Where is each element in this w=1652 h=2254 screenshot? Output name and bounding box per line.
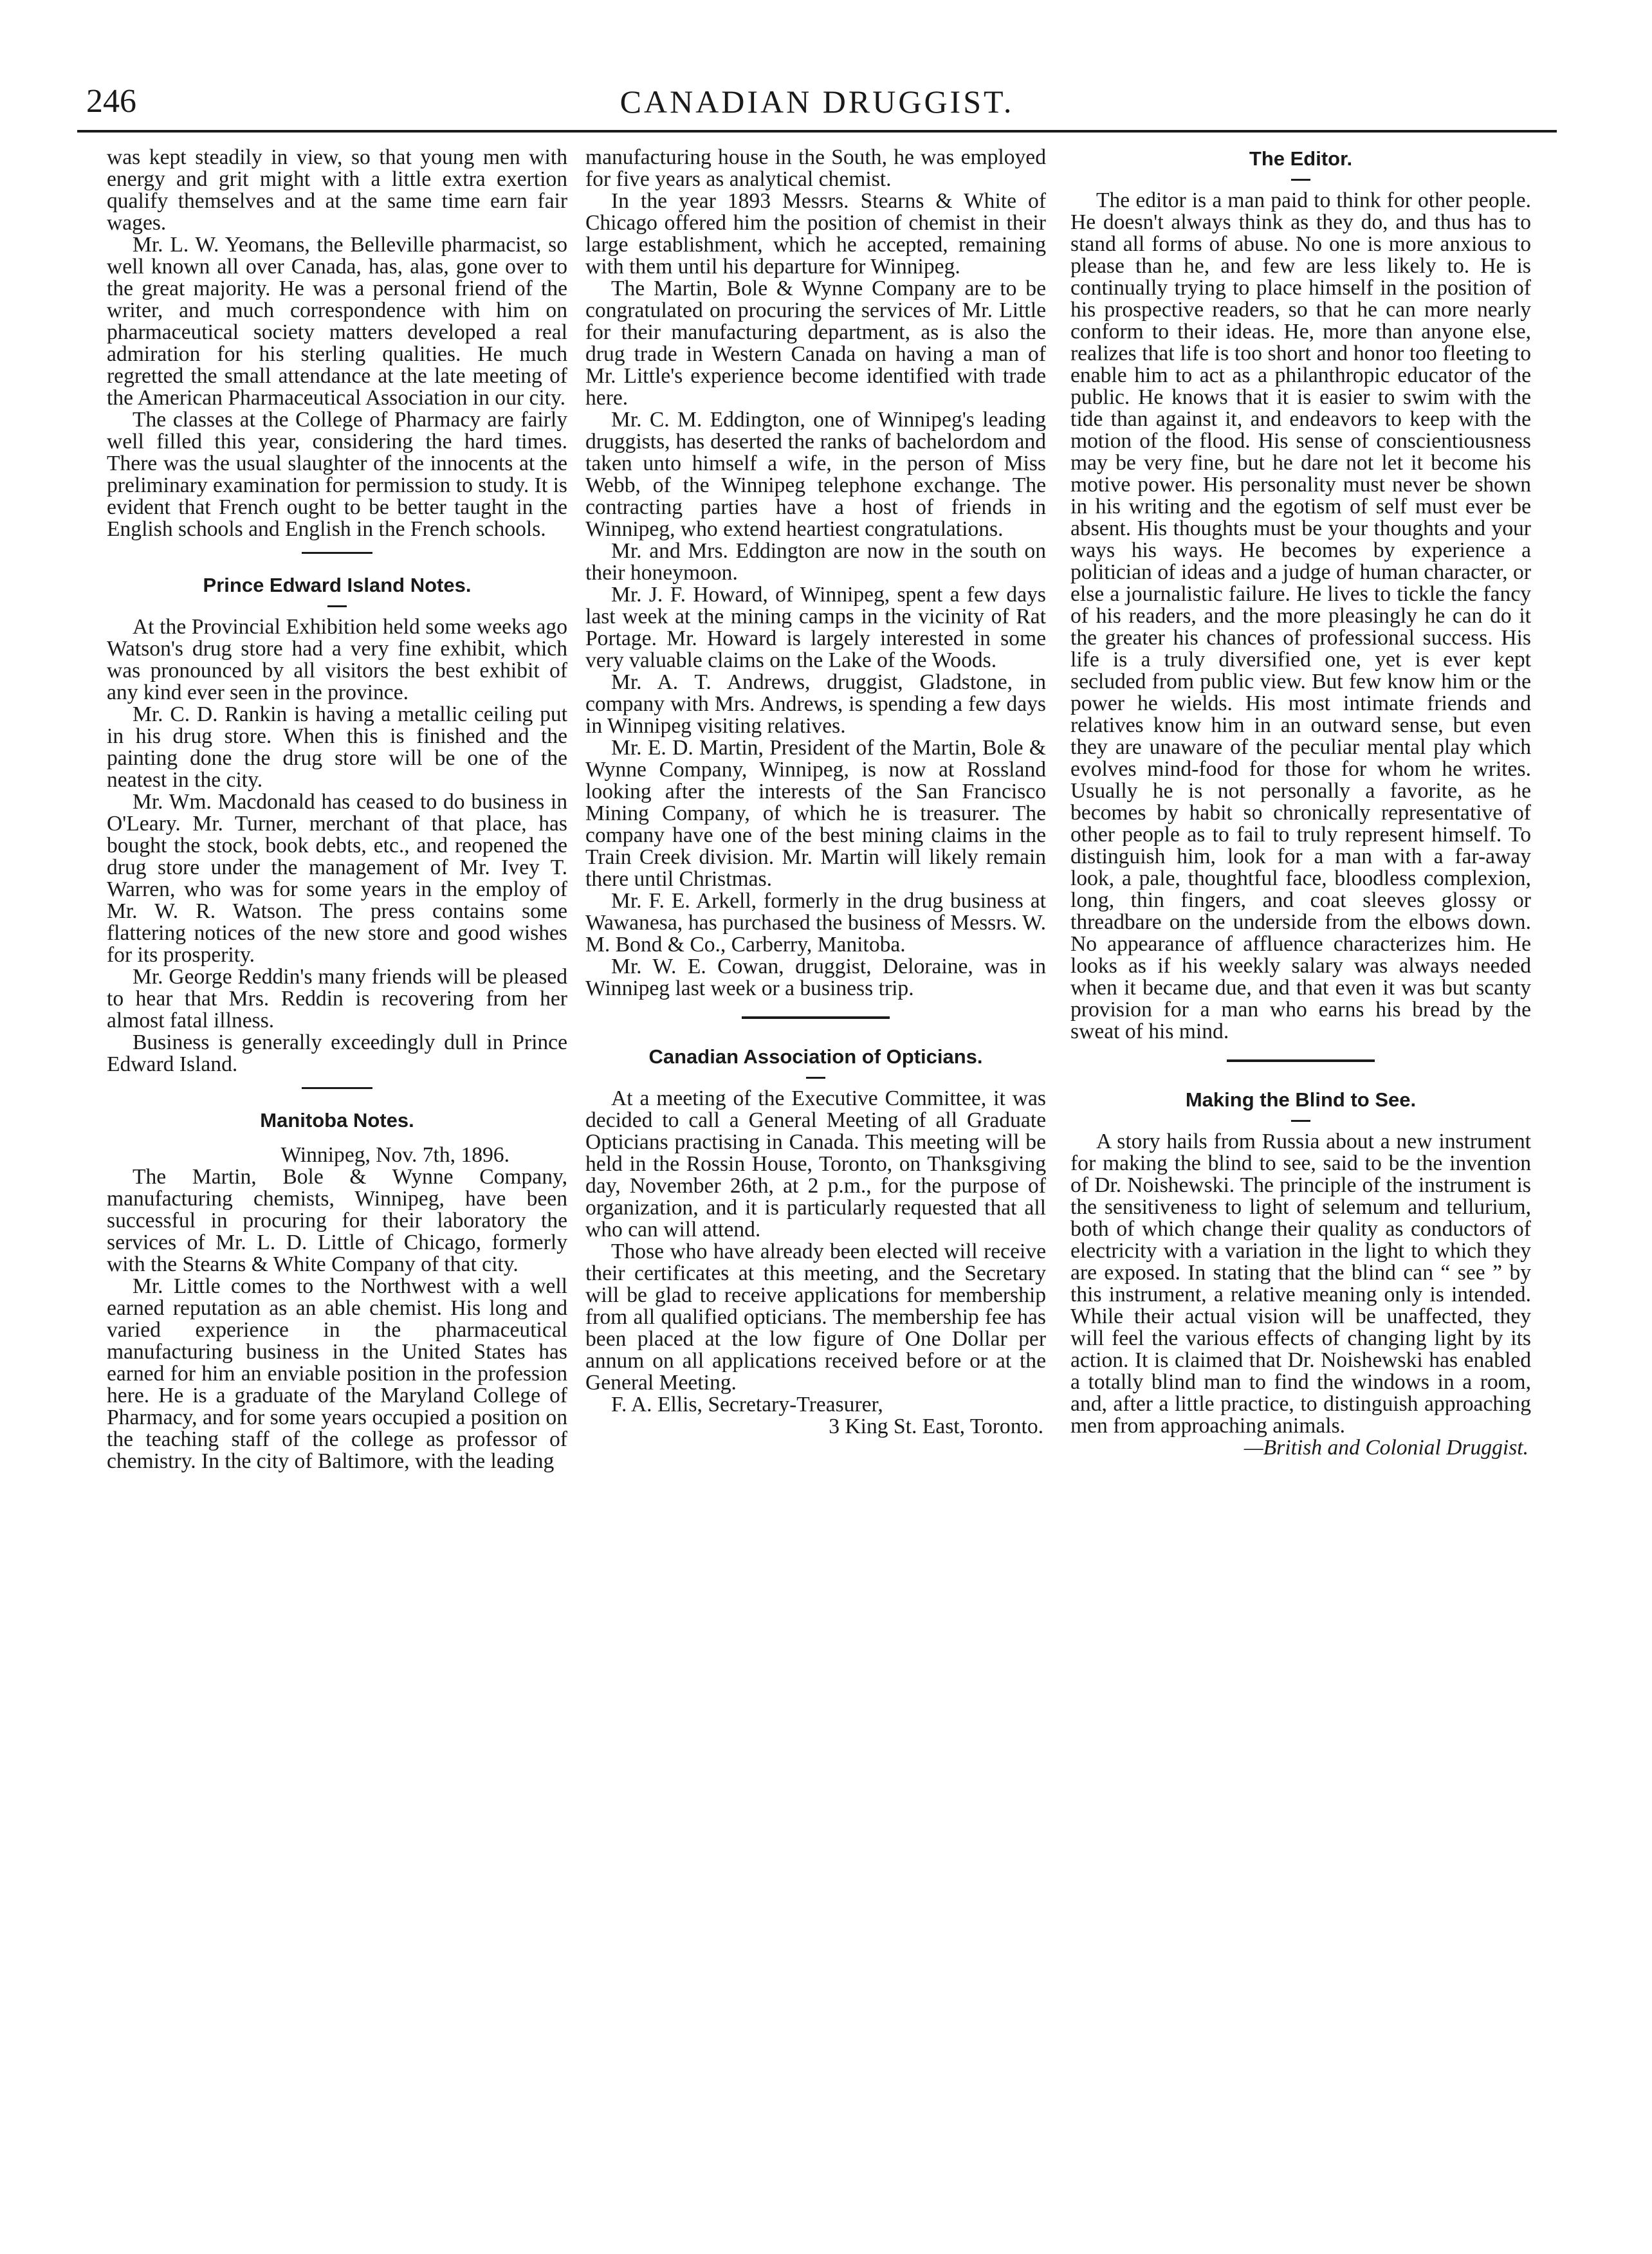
opticians-heading: Canadian Association of Opticians. [648, 1045, 983, 1068]
editor-paragraph: The editor is a man paid to think for other people. He doesn't always think as they do, and thus has to stand all forms of abuse. No one is more anxious to please than he, and few are less likely to. He is continually trying to place himself in the position of his prospective readers, so that he can more nearly conform to their ideas. He, more than anyone else, realizes that life is too short and honor too fleeting to enable him to act as a philanthropic educator of the public. He knows that it is easier to swim with the tide than against it, and endeavors to keep with the motion of the flood. His sense of conscientiousness may be very fine, but he dare not let it become his motive power. His personality must never be shown in his writing and the egotism of self must ever be absent. His thoughts must be your thoughts and your ways his ways. He becomes by experience a politician of ideas and a judge of human character, or else a journalistic failure. He lives to tickle the fancy of his readers, and the more pleasingly he can do it the greater his chances of professional success. His life is a truly diversified one, yet is ever kept secluded from public view. But few know him or the power he wields. His most intimate friends and relatives know him in an outward sense, but even they are unaware of the peculiar mental play which evolves mind-food for those for whom he writes. Usually he is not personally a favorite, as he becomes by habit so chronically representative of other people as to fail to truly represent himself. To distinguish him, look for a man with a far-away look, a pale, thoughtful face, bloodless complexion, long, thin fingers, and coat sleeves glossy or threadbare on the underside from the elbows down. No appearance of affluence characterizes him. He looks as if his weekly salary was always needed when it became due, and that even it was but scanty provision for a man who earns his bread by the sweat of his mind. [1070, 188, 1531, 1043]
heading-dash [1291, 1120, 1310, 1122]
manitoba-dateline: Winnipeg, Nov. 7th, 1896. [280, 1143, 509, 1167]
heading-dash [327, 605, 347, 607]
section-divider [742, 1016, 890, 1019]
manitoba-paragraph: Mr. W. E. Cowan, druggist, Deloraine, was in Winnipeg last week or a business trip. [585, 955, 1046, 1000]
section-divider [1227, 1059, 1375, 1062]
journal-title: CANADIAN DRUGGIST. [620, 84, 1014, 120]
pei-paragraph: Business is generally exceedingly dull in Prince Edward Island. [107, 1031, 567, 1076]
opticians-address: 3 King St. East, Toronto. [829, 1415, 1043, 1438]
section-divider [302, 1087, 372, 1089]
page-number: 246 [86, 83, 136, 120]
header-rule [77, 130, 1557, 133]
manitoba-paragraph: Mr. A. T. Andrews, druggist, Gladstone, in company with Mrs. Andrews, is spending a few days in Winnipeg visiting relatives. [585, 670, 1046, 738]
heading-dash [1291, 179, 1310, 181]
column-right [1070, 147, 1531, 2205]
section-divider [302, 552, 372, 554]
editor-heading: The Editor. [1249, 147, 1353, 170]
continuation-paragraph: manufacturing house in the South, he was employed for five years as analytical chemist. [585, 147, 1046, 191]
pei-paragraph: Mr. George Reddin's many friends will be pleased to hear that Mrs. Reddin is recovering from her almost fatal illness. [107, 965, 567, 1032]
opticians-paragraph: Those who have already been elected will receive their certificates at this meeting, and the Secretary will be glad to receive applications for membership from all qualified opticians. The membership fee has been placed at the low figure of One Dollar per annum on all applications received before or at the General Meeting. [585, 1240, 1046, 1395]
pei-heading: Prince Edward Island Notes. [203, 574, 472, 596]
blind-paragraph: A story hails from Russia about a new instrument for making the blind to see, said to be the invention of Dr. Noishewski. The principle of the instrument is the sensitiveness to light of selemum and tellurium, both of which change their quality as conductors of electricity with a variation in the light to which they are exposed. In stating that the blind can “ see ” by this instrument, a relative meaning only is intended. While their actual vision will be unaffected, they will feel the various effects of changing light by its action. It is claimed that Dr. Noishewski has enabled a totally blind man to find the windows in a room, and, after a little practice, to distinguish approaching men from approaching animals. [1070, 1130, 1531, 1438]
pei-paragraph: At the Provincial Exhibition held some weeks ago Watson's drug store had a very fine exhibit, which was pronounced by all visitors the best exhibit of any kind ever seen in the province. [107, 615, 567, 704]
manitoba-paragraph: The Martin, Bole & Wynne Company are to be congratulated on procuring the services of Mr. Little for their manufacturing department, as is also the drug trade in Western Canada on having a man of Mr. Little's experience become identified with trade here. [585, 277, 1046, 410]
college-paragraph: The classes at the College of Pharmacy are fairly well filled this year, considering the hard times. There was the usual slaughter of the innocents at the preliminary examination for permission to study. It is evident that French ought to be better taught in the English schools and English in the French schools. [107, 408, 567, 541]
intro-paragraph: was kept steadily in view, so that young men with energy and grit might with a little extra exertion qualify themselves and at the same time earn fair wages. [107, 147, 567, 235]
column-left [107, 147, 567, 2205]
blind-heading: Making the Blind to See. [1185, 1088, 1417, 1111]
manitoba-heading: Manitoba Notes. [260, 1109, 414, 1132]
manitoba-paragraph: In the year 1893 Messrs. Stearns & White of Chicago offered him the position of chemist in their large establishment, which he accepted, remaining with them until his departure for Winnipeg. [585, 189, 1046, 279]
opticians-signature: F. A. Ellis, Secretary-Treasurer, [611, 1393, 883, 1416]
page-header [77, 82, 1557, 121]
heading-dash [806, 1077, 825, 1079]
blind-credit: —British and Colonial Druggist. [1244, 1436, 1528, 1460]
opticians-paragraph: At a meeting of the Executive Committee, it was decided to call a General Meeting of all Graduate Opticians practising in Canada. This meeting will be held in the Rossin House, Toronto, on Thanksgiving day, November 26th, at 2 p.m., for the purpose of organization, and it is particularly requested that all who can will attend. [585, 1086, 1046, 1242]
manitoba-paragraph: The Martin, Bole & Wynne Company, manufacturing chemists, Winnipeg, have been successful in procuring for their laboratory the services of Mr. L. D. Little of Chicago, formerly with the Stearns & White Company of that city. [107, 1165, 567, 1276]
manitoba-paragraph: Mr. C. M. Eddington, one of Winnipeg's leading druggists, has deserted the ranks of bachelordom and taken unto himself a wife, in the person of Miss Webb, of the Winnipeg telephone exchange. The contracting parties have a host of friends in Winnipeg, who extend heartiest congratulations. [585, 408, 1046, 541]
manitoba-paragraph: Mr. Little comes to the Northwest with a well earned reputation as an able chemist. His long and varied experience in the pharmaceutical manufacturing business in the United States has earned for him an enviable position in the profession here. He is a graduate of the Maryland College of Pharmacy, and for some years occupied a position on the teaching staff of the college as professor of chemistry. In the city of Baltimore, with the leading [107, 1274, 567, 1473]
manitoba-paragraph: Mr. E. D. Martin, President of the Martin, Bole & Wynne Company, Winnipeg, is now at Rossland looking after the interests of the San Francisco Mining Company, of which he is treasurer. The company have one of the best mining claims in the Train Creek division. Mr. Martin will likely remain there until Christmas. [585, 736, 1046, 891]
pei-paragraph: Mr. Wm. Macdonald has ceased to do business in O'Leary. Mr. Turner, merchant of that place, has bought the stock, book debts, etc., and reopened the drug store under the management of Mr. Ivey T. Warren, who was for some years in the employ of Mr. W. R. Watson. The press contains some flattering notices of the new store and good wishes for its prosperity. [107, 790, 567, 967]
pei-paragraph: Mr. C. D. Rankin is having a metallic ceiling put in his drug store. When this is finished and the painting done the drug store will be one of the neatest in the city. [107, 702, 567, 792]
manitoba-paragraph: Mr. F. E. Arkell, formerly in the drug business at Wawanesa, has purchased the business of Messrs. W. M. Bond & Co., Carberry, Manitoba. [585, 889, 1046, 957]
manitoba-paragraph: Mr. J. F. Howard, of Winnipeg, spent a few days last week at the mining camps in the vicinity of Rat Portage. Mr. Howard is largely interested in some very valuable claims on the Lake of the Woods. [585, 583, 1046, 672]
column-middle [585, 147, 1046, 2205]
manitoba-paragraph: Mr. and Mrs. Eddington are now in the south on their honeymoon. [585, 539, 1046, 585]
yeomans-paragraph: Mr. L. W. Yeomans, the Belleville pharmacist, so well known all over Canada, has, alas, gone over to the great majority. He was a personal friend of the writer, and much correspondence with him on pharmaceutical society matters developed a real admiration for his sterling qualities. He much regretted the small attendance at the late meeting of the American Pharmaceutical Association in our city. [107, 233, 567, 410]
